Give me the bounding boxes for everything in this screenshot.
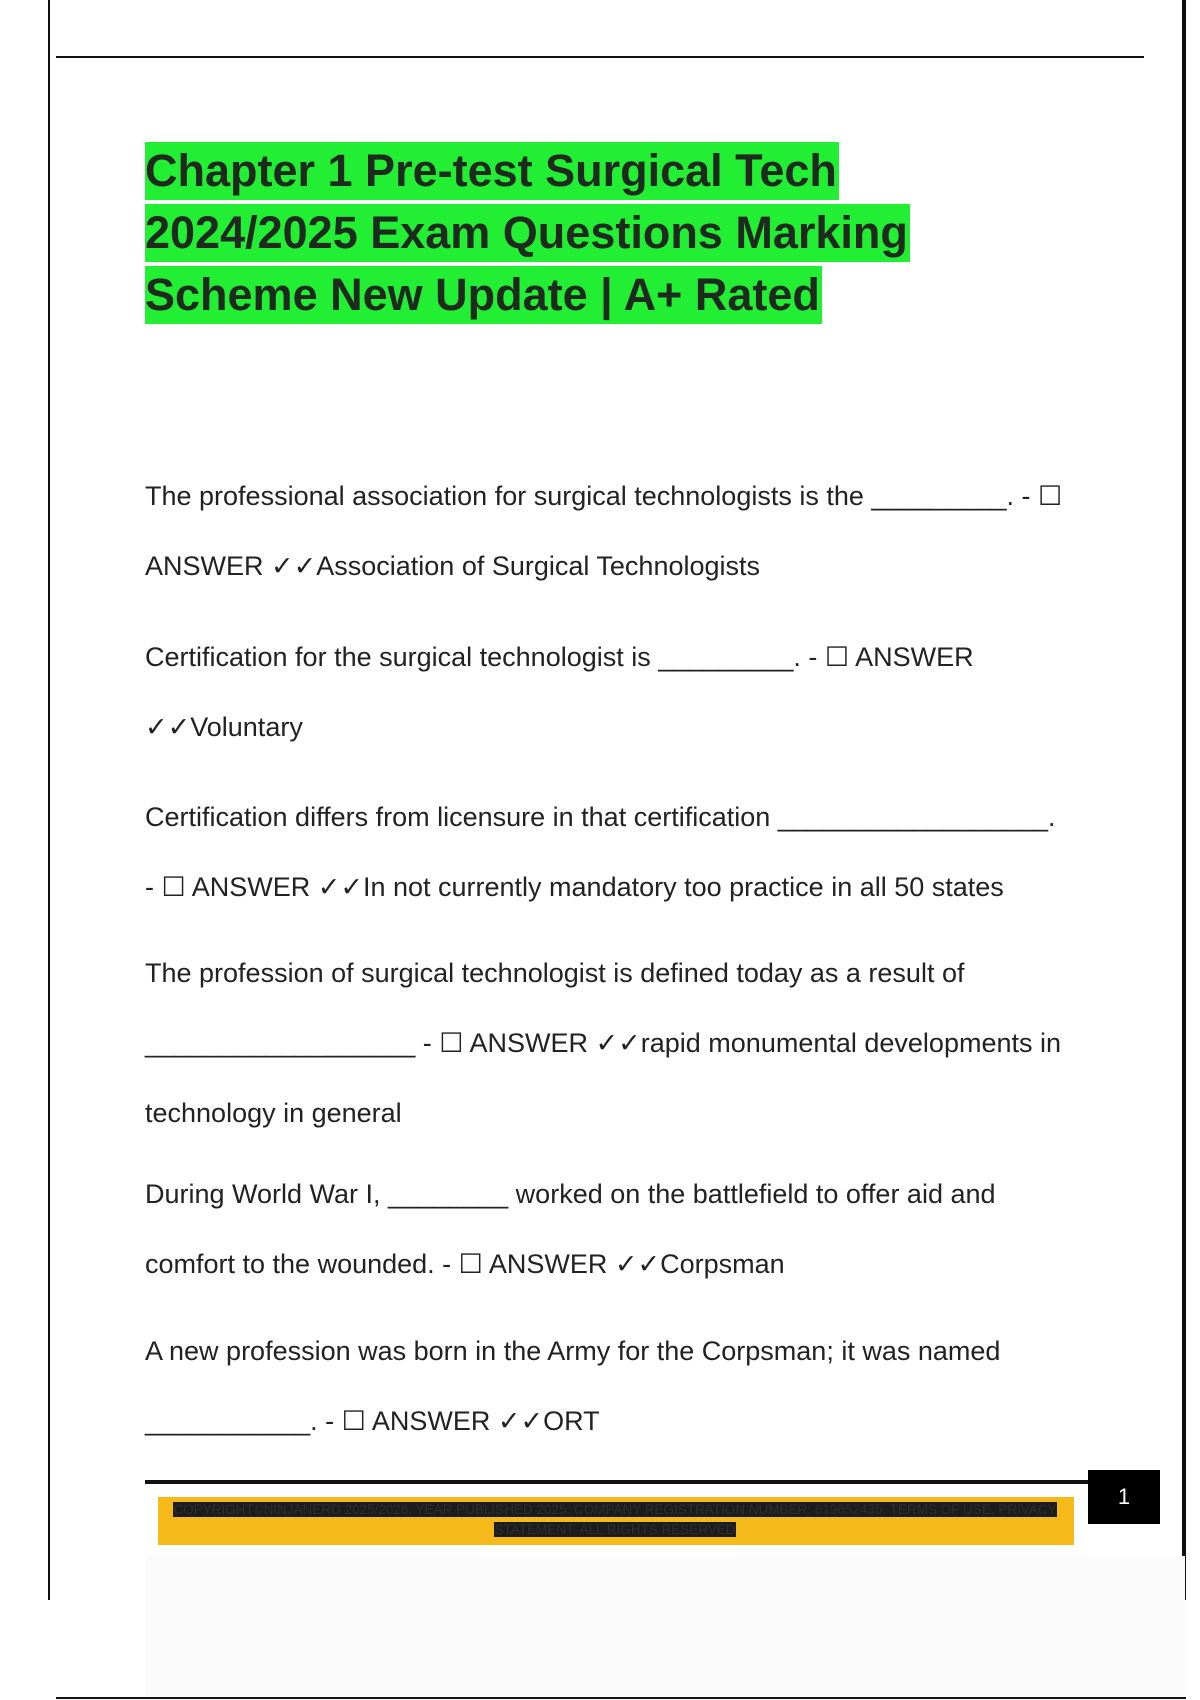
copyright-line-1: COPYRIGHT©NINJANERD 2025/2026. YEAR PUBLISHED 2025. COMPANY REGISTRATION NUMBER: 619652435. TERMS OF USE. PRIVACY bbox=[173, 1502, 1057, 1517]
title-line-3: Scheme New Update | A+ Rated bbox=[145, 266, 822, 324]
question-text: Certification differs from licensure in that certification __________________. bbox=[145, 802, 1056, 832]
answer-text-continued: technology in general bbox=[145, 1098, 402, 1128]
document-title bbox=[145, 142, 1025, 328]
answer-text: comfort to the wounded. - ☐ ANSWER ✓✓Corpsman bbox=[145, 1249, 785, 1279]
answer-text: ANSWER ✓✓Association of Surgical Technologists bbox=[145, 551, 761, 581]
page-right-border bbox=[1182, 0, 1186, 1600]
title-line-1: Chapter 1 Pre-test Surgical Tech bbox=[145, 142, 839, 200]
qa-item-3 bbox=[145, 782, 1105, 922]
qa-item-1 bbox=[145, 461, 1105, 601]
answer-text: ___________. - ☐ ANSWER ✓✓ORT bbox=[145, 1406, 600, 1436]
question-text: The professional association for surgical technologists is the _________. - ☐ bbox=[145, 481, 1063, 511]
answer-text: ✓✓Voluntary bbox=[145, 712, 303, 742]
copyright-notice bbox=[170, 1500, 1060, 1540]
page-left-border bbox=[48, 0, 50, 1600]
page-number: 1 bbox=[1088, 1470, 1160, 1524]
answer-text: __________________ - ☐ ANSWER ✓✓rapid monumental developments in bbox=[145, 1028, 1061, 1058]
question-text: Certification for the surgical technologist is _________. - ☐ ANSWER bbox=[145, 642, 974, 672]
header-divider bbox=[56, 56, 1144, 58]
qa-item-5 bbox=[145, 1159, 1105, 1299]
footer-divider bbox=[145, 1480, 1090, 1484]
qa-item-2 bbox=[145, 622, 1105, 762]
qa-item-6 bbox=[145, 1316, 1105, 1456]
page-bottom-margin bbox=[145, 1556, 1185, 1696]
title-line-2: 2024/2025 Exam Questions Marking bbox=[145, 204, 910, 262]
answer-text: - ☐ ANSWER ✓✓In not currently mandatory too practice in all 50 states bbox=[145, 872, 1004, 902]
page-bottom-edge bbox=[56, 1697, 1186, 1699]
question-text: During World War I, ________ worked on the battlefield to offer aid and bbox=[145, 1179, 996, 1209]
qa-item-4 bbox=[145, 938, 1105, 1148]
copyright-line-2: STATEMENT. ALL RIGHTS RESERVED bbox=[494, 1522, 736, 1537]
question-text: The profession of surgical technologist is defined today as a result of bbox=[145, 958, 965, 988]
question-text: A new profession was born in the Army for the Corpsman; it was named bbox=[145, 1336, 1001, 1366]
